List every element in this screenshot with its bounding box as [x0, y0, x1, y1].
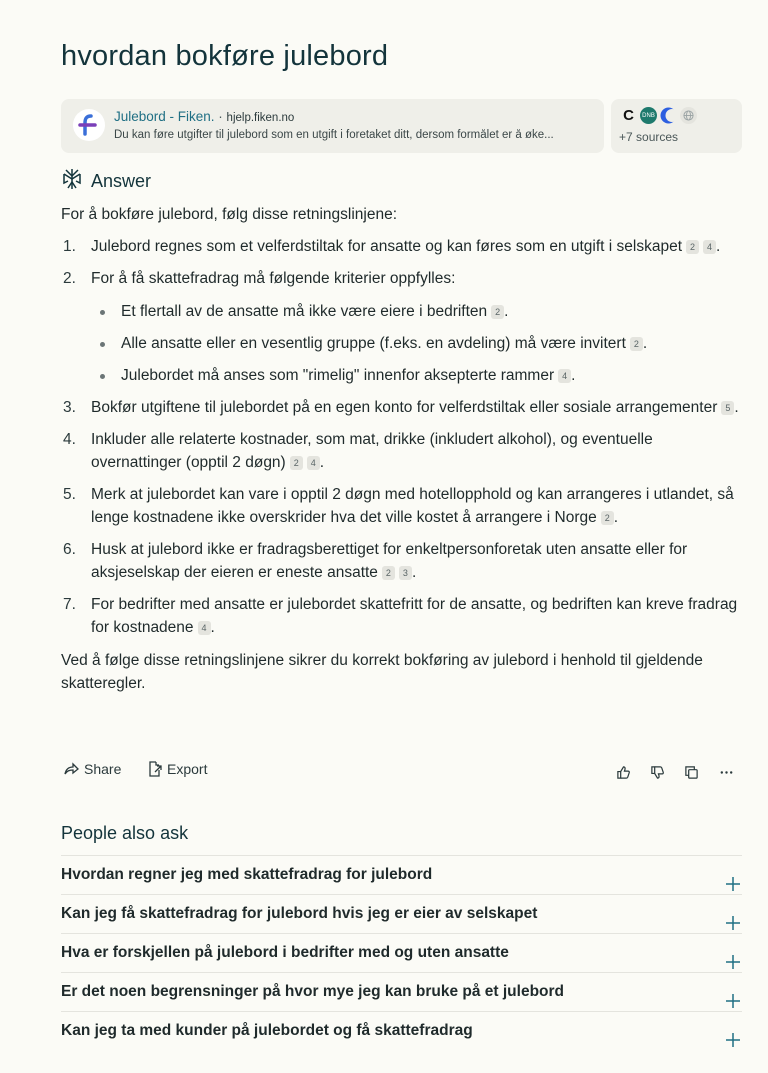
answer-heading [61, 168, 151, 195]
share-button[interactable] [63, 761, 121, 777]
answer-text: Julebordet må anses som "rimelig" innenfor aksepterte rammer [121, 367, 555, 384]
answer-step [61, 428, 742, 474]
question-row[interactable] [61, 972, 742, 1011]
sentence-end: . [613, 509, 619, 526]
question-row[interactable] [61, 894, 742, 933]
answer-step [61, 483, 742, 529]
page-title: hvordan bokføre julebord [61, 40, 389, 72]
answer-sub-item [91, 332, 742, 355]
export-icon [147, 761, 162, 777]
source-title-row [114, 109, 294, 124]
more-sources-label: +7 sources [619, 130, 679, 144]
answer-sub-item [91, 300, 742, 323]
step-number: 7. [63, 596, 76, 613]
answer-outro: Ved å følge disse retningslinjene sikrer du korrekt bokføring av julebord i henhold til gjeldende skatteregler. [61, 652, 703, 692]
step-number: 3. [63, 399, 76, 416]
question-text: Hva er forskjellen på julebord i bedrifter med og uten ansatte [61, 944, 509, 961]
answer-steps [61, 235, 742, 639]
sentence-end: . [571, 367, 576, 384]
people-also-ask-title: People also ask [61, 823, 189, 843]
question-row[interactable] [61, 933, 742, 972]
answer-heading-label: Answer [91, 171, 152, 191]
answer-text: Alle ansatte eller en vesentlig gruppe (f.eks. en avdeling) må være invitert [121, 335, 626, 352]
step-number: 2. [63, 270, 76, 287]
sentence-end: . [734, 399, 739, 416]
citation-badge[interactable]: 4 [307, 456, 320, 470]
question-text: Hvordan regner jeg med skattefradrag for julebord [61, 866, 433, 883]
plus-icon[interactable] [726, 868, 740, 882]
globe-icon [680, 107, 697, 124]
step-number: 4. [63, 431, 76, 448]
answer-text: Merk at julebordet kan vare i opptil 2 døgn med hotellopphold og kan arrangeres i utlandet, så lenge kostnadene ikke overskrider hva det ville kostet å arrangere i Norge [91, 486, 734, 526]
sentence-end: . [319, 454, 325, 471]
favicon-row [620, 107, 700, 124]
citation-badge[interactable]: 2 [290, 456, 303, 470]
answer-text: Husk at julebord ikke er fradragsberettiget for enkeltpersonforetak uten ansatte eller for aksjeselskap der eieren er eneste ansatte [91, 541, 688, 581]
answer-text: Et flertall av de ansatte må ikke være eiere i bedriften [121, 303, 488, 320]
answer-text: For bedrifter med ansatte er julebordet skattefritt for de ansatte, og bedriften kan kreve fradrag for kostnadene [91, 596, 738, 636]
citation-badge[interactable]: 4 [703, 240, 716, 254]
question-text: Er det noen begrensninger på hvor mye jeg kan bruke på et julebord [61, 983, 565, 1000]
answer-sub-list [91, 300, 742, 387]
plus-icon[interactable] [726, 907, 740, 921]
citation-badge[interactable]: 3 [399, 566, 412, 580]
citation-badge[interactable]: 2 [601, 511, 614, 525]
citation-badge[interactable]: 2 [491, 305, 504, 319]
plus-icon[interactable] [726, 985, 740, 999]
answer-step [61, 593, 742, 639]
answer-text: For å få skattefradrag må følgende kriterier oppfylles: [91, 270, 456, 287]
people-also-ask-list [61, 855, 742, 1050]
step-number: 1. [63, 238, 76, 255]
action-bar [61, 761, 742, 783]
citation-badge[interactable]: 5 [721, 401, 734, 415]
answer-step [61, 267, 742, 387]
answer-body [61, 203, 742, 695]
question-row[interactable] [61, 1011, 742, 1050]
source-snippet: Du kan føre utgifter til julebord som en utgift i foretaket ditt, dersom formålet er å øke... [114, 129, 554, 141]
export-label: Export [167, 761, 208, 777]
plus-icon[interactable] [726, 1024, 740, 1038]
plus-icon[interactable] [726, 946, 740, 960]
sentence-end: . [642, 335, 648, 352]
sentence-end: . [210, 619, 215, 636]
citation-badge[interactable]: 2 [630, 337, 643, 351]
question-text: Kan jeg få skattefradrag for julebord hvis jeg er eier av selskapet [61, 905, 538, 922]
answer-step [61, 538, 742, 584]
dnb-icon: DNB [640, 107, 657, 124]
share-label: Share [84, 761, 122, 777]
source-title-link[interactable]: Julebord - Fiken. [114, 109, 215, 124]
answer-sub-item [91, 364, 742, 387]
source-separator: · [214, 109, 227, 124]
c-icon: C [623, 107, 634, 124]
fiken-logo-icon [73, 109, 105, 141]
citation-badge[interactable]: 2 [382, 566, 395, 580]
source-card[interactable] [61, 99, 604, 153]
moon-icon [660, 107, 677, 124]
answer-text: Inkluder alle relaterte kostnader, som mat, drikke (inkludert alkohol), og eventuelle overnattinger (opptil 2 døgn) [91, 431, 653, 471]
citation-badge[interactable]: 4 [198, 621, 211, 635]
question-text: Kan jeg ta med kunder på julebordet og få skattefradrag [61, 1022, 473, 1039]
citation-badge[interactable]: 2 [686, 240, 699, 254]
answer-logo-icon [61, 168, 83, 195]
export-button[interactable] [147, 761, 207, 777]
step-number: 5. [63, 486, 76, 503]
answer-text: Julebord regnes som et velferdstiltak for ansatte og kan føres som en utgift i selskapet [91, 238, 683, 255]
answer-text: Bokfør utgiftene til julebordet på en egen konto for velferdstiltak eller sosiale arrangementer [91, 399, 718, 416]
answer-step [61, 396, 742, 419]
share-icon [63, 761, 79, 777]
thumbs-down-icon[interactable] [648, 763, 666, 781]
sentence-end: . [504, 303, 509, 320]
more-sources-card[interactable] [611, 99, 742, 153]
citation-badge[interactable]: 4 [558, 369, 571, 383]
more-icon[interactable] [717, 763, 735, 781]
step-number: 6. [63, 541, 76, 558]
source-domain: hjelp.fiken.no [226, 112, 295, 124]
thumbs-up-icon[interactable] [614, 763, 632, 781]
answer-intro: For å bokføre julebord, følg disse retningslinjene: [61, 206, 397, 223]
answer-step [61, 235, 742, 258]
sentence-end: . [411, 564, 417, 581]
sentence-end: . [716, 238, 721, 255]
copy-icon[interactable] [682, 763, 700, 781]
question-row[interactable] [61, 855, 742, 894]
